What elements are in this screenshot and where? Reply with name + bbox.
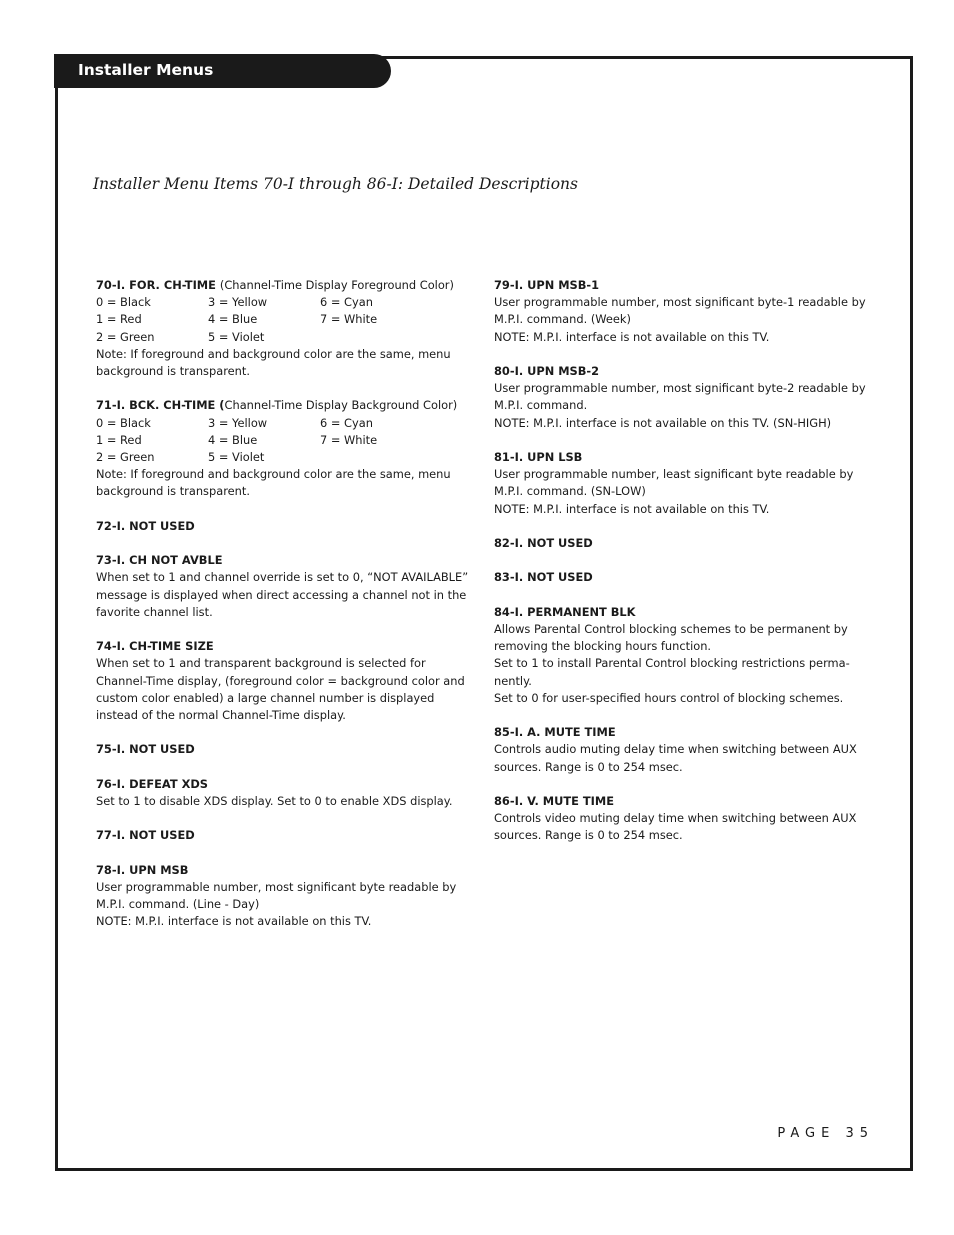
description-line: NOTE: M.P.I. interface is not available on this TV. (SN-HIGH) xyxy=(494,415,832,430)
description-line: NOTE: M.P.I. interface is not available on this TV. xyxy=(494,329,770,344)
item-heading: 73-I. CH NOT AVBLE xyxy=(96,553,223,568)
left-column xyxy=(96,277,474,948)
description-line: When set to 1 and transparent background is selected for xyxy=(96,656,426,671)
item-81 xyxy=(494,449,866,518)
description-line: Set to 0 for user-specified hours control of blocking schemes. xyxy=(494,690,844,705)
color-table xyxy=(96,294,474,346)
item-heading: 72-I. NOT USED xyxy=(96,518,195,533)
item-84 xyxy=(494,604,866,707)
description-line: Set to 1 to disable XDS display. Set to 0 to enable XDS display. xyxy=(96,794,453,808)
description-line: Controls audio muting delay time when switching between AUX xyxy=(494,742,857,757)
description-line: M.P.I. command. (SN-LOW) xyxy=(494,484,646,499)
description-line: User programmable number, most significant byte-2 readable by xyxy=(494,381,866,396)
item-heading: 80-I. UPN MSB-2 xyxy=(494,364,600,378)
item-77 xyxy=(96,827,474,844)
description-line: sources. Range is 0 to 254 msec. xyxy=(494,759,683,774)
right-column xyxy=(494,277,866,862)
note-text: Note: If foreground and background color are the same, menu xyxy=(96,467,451,482)
description-line: User programmable number, least significant byte readable by xyxy=(494,467,854,482)
item-heading: 76-I. DEFEAT XDS xyxy=(96,776,209,791)
item-82 xyxy=(494,535,866,552)
item-heading: 81-I. UPN LSB xyxy=(494,450,583,464)
description-line: nently. xyxy=(494,673,532,688)
section-title: Installer Menus xyxy=(78,61,214,79)
description-line: Allows Parental Control blocking schemes to be permanent by xyxy=(494,621,848,636)
color-code: 4 = Blue xyxy=(208,432,258,447)
note-text: background is transparent. xyxy=(96,364,250,379)
item-71 xyxy=(96,397,474,500)
note-text: Note: If foreground and background color are the same, menu xyxy=(96,346,451,361)
description-line: Controls video muting delay time when switching between AUX xyxy=(494,811,857,826)
description-line: M.P.I. command. (Line - Day) xyxy=(96,897,260,912)
item-heading: 77-I. NOT USED xyxy=(96,828,195,843)
item-78 xyxy=(96,862,474,931)
color-code: 4 = Blue xyxy=(208,312,258,327)
color-code: 2 = Green xyxy=(96,450,155,465)
section-tab xyxy=(54,54,391,88)
description-line: instead of the normal Channel-Time display. xyxy=(96,708,346,723)
color-code: 5 = Violet xyxy=(208,329,265,344)
item-heading: 83-I. NOT USED xyxy=(494,570,593,585)
color-code: 6 = Cyan xyxy=(320,415,373,430)
description-line: custom color enabled) a large channel number is displayed xyxy=(96,690,435,705)
item-heading: 75-I. NOT USED xyxy=(96,742,195,757)
item-heading: 82-I. NOT USED xyxy=(494,536,593,550)
item-80 xyxy=(494,363,866,432)
item-74 xyxy=(96,638,474,724)
note-text: background is transparent. xyxy=(96,484,250,499)
color-code: 3 = Yellow xyxy=(208,415,268,430)
item-heading: 78-I. UPN MSB xyxy=(96,862,189,877)
item-75 xyxy=(96,741,474,758)
description-line: User programmable number, most significant byte readable by xyxy=(96,879,457,894)
color-code: 1 = Red xyxy=(96,312,142,327)
color-code: 3 = Yellow xyxy=(208,295,268,310)
item-heading: 74-I. CH-TIME SIZE xyxy=(96,639,214,654)
color-table xyxy=(96,415,474,467)
description-line: favorite channel list. xyxy=(96,604,213,619)
item-72 xyxy=(96,518,474,535)
color-code: 6 = Cyan xyxy=(320,295,373,310)
description-line: message is displayed when direct accessing a channel not in the xyxy=(96,587,467,602)
description-line: NOTE: M.P.I. interface is not available on this TV. xyxy=(96,914,372,929)
item-heading: 85-I. A. MUTE TIME xyxy=(494,725,616,740)
item-heading: 70-I. FOR. CH-TIME (Channel-Time Display Foreground Color) xyxy=(96,278,454,292)
color-code: 5 = Violet xyxy=(208,450,265,465)
description-line: M.P.I. command. xyxy=(494,398,588,413)
item-heading: 71-I. BCK. CH-TIME (Channel-Time Display Background Color) xyxy=(96,398,458,413)
page-subtitle: Installer Menu Items 70-I through 86-I: Detailed Descriptions xyxy=(93,175,578,193)
item-83 xyxy=(494,569,866,586)
color-code: 0 = Black xyxy=(96,295,151,310)
item-heading: 84-I. PERMANENT BLK xyxy=(494,604,636,619)
item-79 xyxy=(494,277,866,346)
item-heading: 86-I. V. MUTE TIME xyxy=(494,793,614,808)
item-86 xyxy=(494,793,866,845)
description-line: When set to 1 and channel override is set to 0, “NOT AVAILABLE” xyxy=(96,570,469,585)
description-line: Set to 1 to install Parental Control blocking restrictions perma- xyxy=(494,656,850,671)
description-line: M.P.I. command. (Week) xyxy=(494,312,631,327)
description-line: NOTE: M.P.I. interface is not available on this TV. xyxy=(494,501,770,516)
item-heading: 79-I. UPN MSB-1 xyxy=(494,278,600,292)
item-70 xyxy=(96,277,474,380)
item-85 xyxy=(494,724,866,776)
item-73 xyxy=(96,552,474,621)
page-number: PAGE 35 xyxy=(777,1126,874,1141)
description-line: Channel-Time display, (foreground color = background color and xyxy=(96,673,465,688)
color-code: 7 = White xyxy=(320,312,378,327)
description-line: sources. Range is 0 to 254 msec. xyxy=(494,828,683,843)
color-code: 0 = Black xyxy=(96,415,151,430)
color-code: 1 = Red xyxy=(96,432,142,447)
description-line: User programmable number, most significant byte-1 readable by xyxy=(494,295,866,310)
description-line: removing the blocking hours function. xyxy=(494,639,712,654)
color-code: 2 = Green xyxy=(96,329,155,344)
color-code: 7 = White xyxy=(320,432,378,447)
item-76 xyxy=(96,776,474,810)
